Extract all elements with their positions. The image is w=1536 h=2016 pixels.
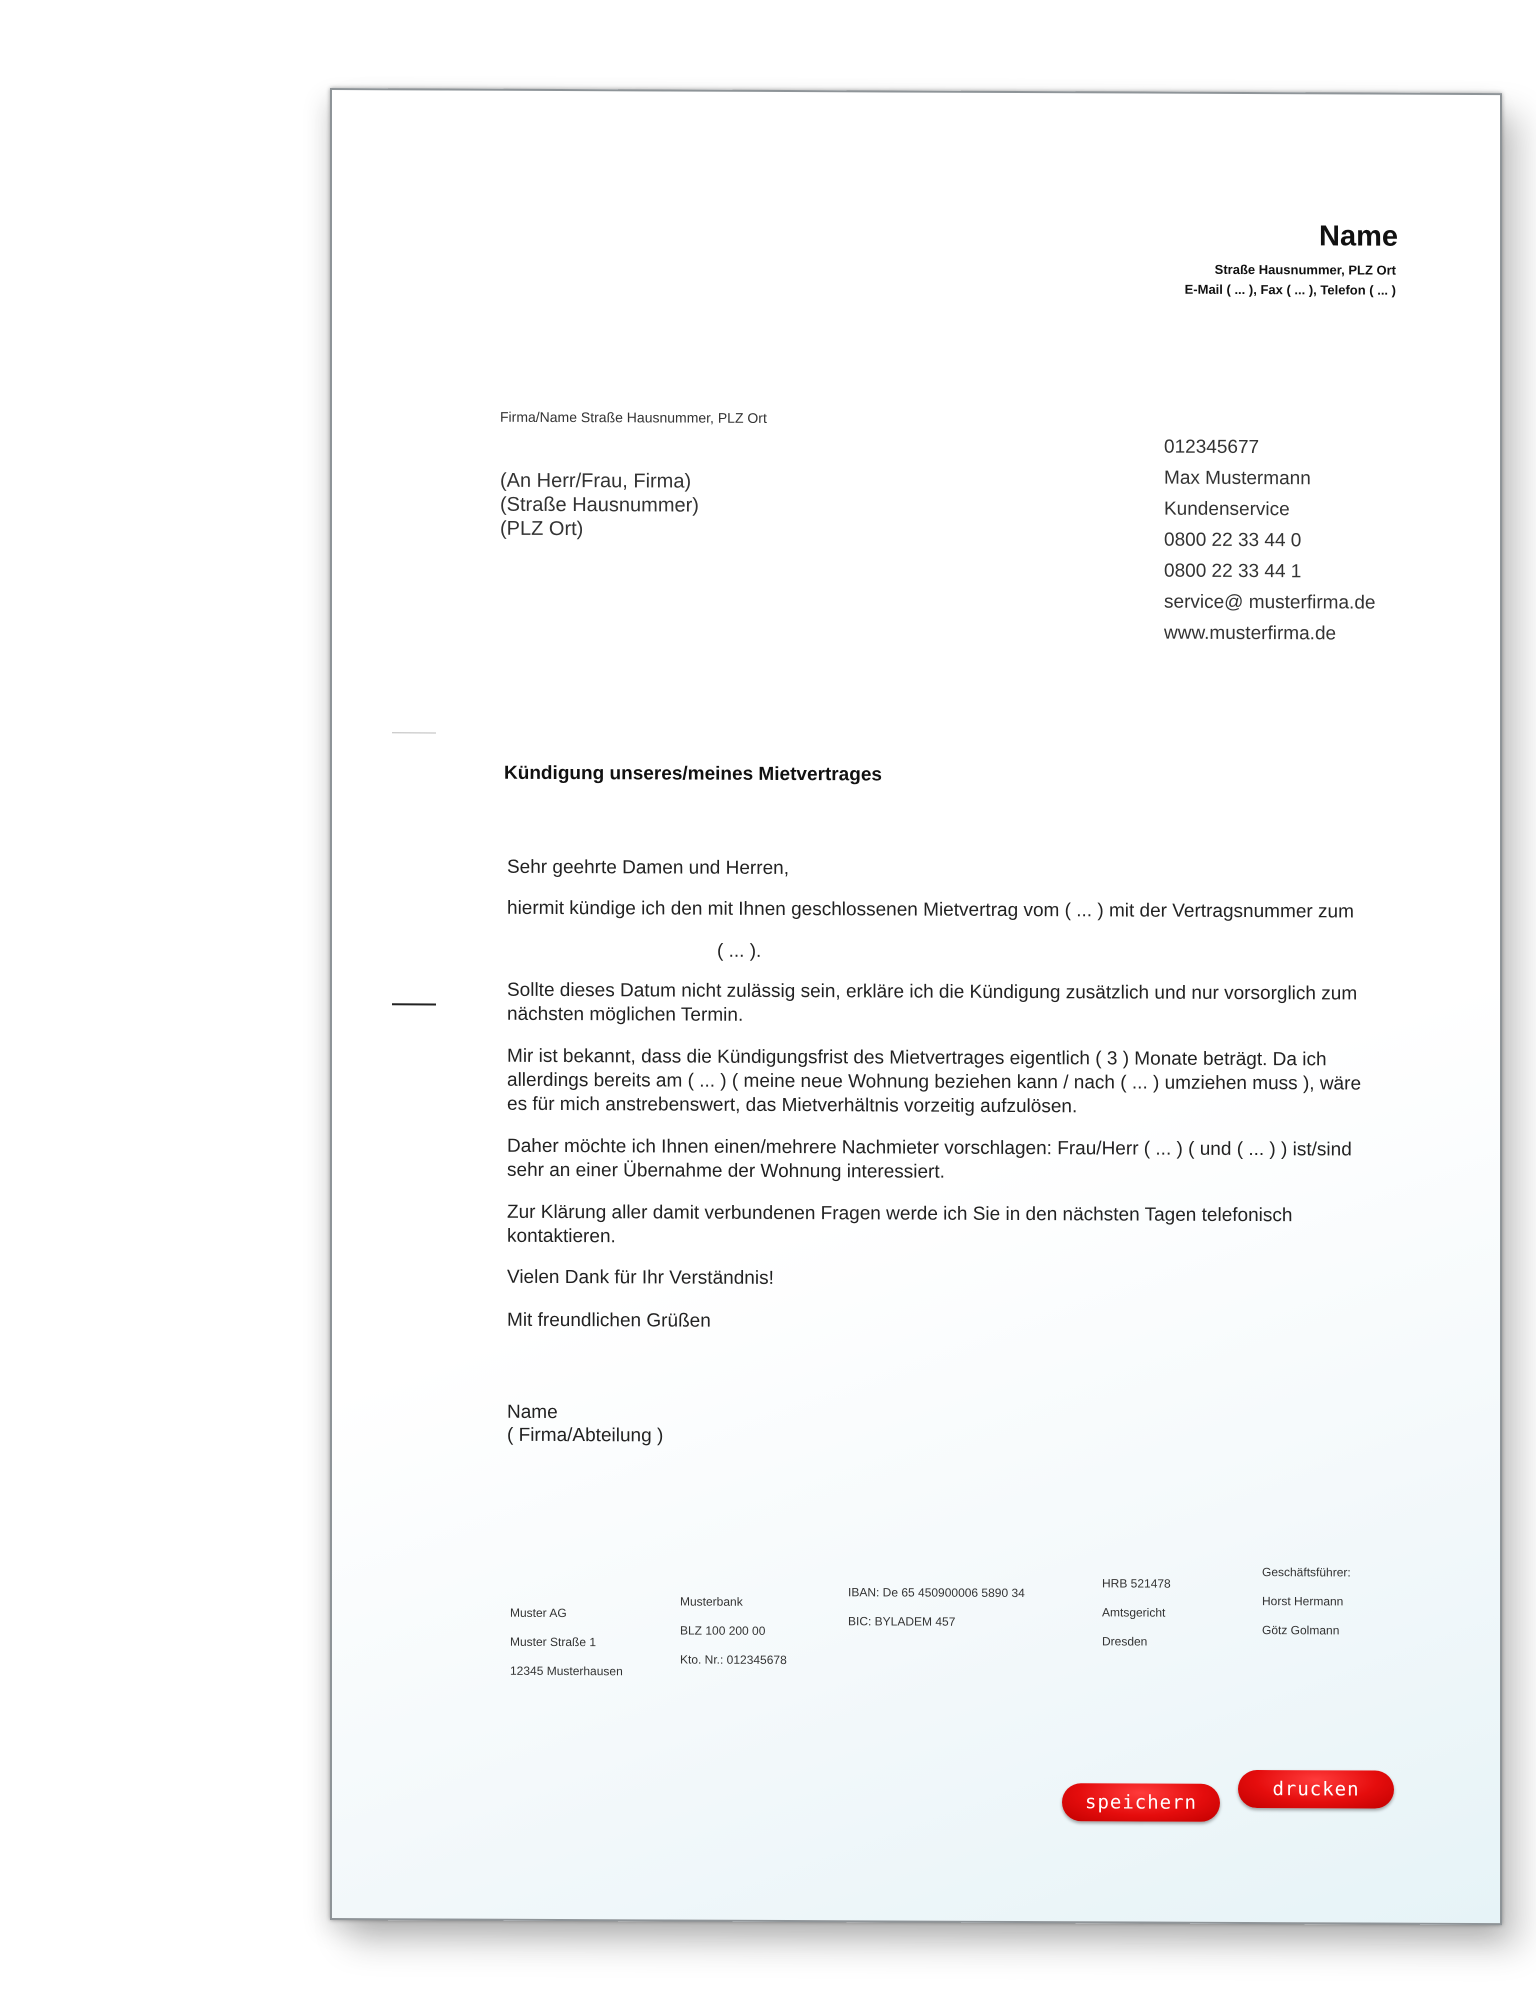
footer-bic: BIC: BYLADEM 457 xyxy=(848,1614,956,1629)
print-button[interactable]: drucken xyxy=(1238,1770,1394,1809)
contact-department: Kundenservice xyxy=(1164,498,1290,521)
paragraph-2: Sollte dieses Datum nicht zulässig sein, erkläre ich die Kündigung zusätzlich und nur vorsorglich zum nächsten möglichen Termin. xyxy=(507,979,1358,1026)
footer-company-street: Muster Straße 1 xyxy=(510,1634,597,1650)
fold-mark-top xyxy=(392,732,436,733)
closing-line: Mit freundlichen Grüßen xyxy=(507,1309,711,1332)
contact-website: www.musterfirma.de xyxy=(1164,622,1337,645)
footer-register-hrb: HRB 521478 xyxy=(1102,1576,1171,1591)
paragraph-3: Mir ist bekannt, dass die Kündigungsfrist des Mietvertrages eigentlich ( 3 ) Monate beträgt. Da ich allerdings bereits am ( ... ) ( meine neue Wohnung beziehen kann / nach ( ... ) umziehen muss ), wäre es für mich anstrebenswert, das Mietverhältnis vorzeitig aufzulösen. xyxy=(507,1045,1362,1118)
paragraph-1: hiermit kündige ich den mit Ihnen geschlossenen Mietvertrag vom ( ... ) mit der Vertragsnummer zum xyxy=(507,897,1354,923)
contact-fax: 0800 22 33 44 1 xyxy=(1164,560,1302,583)
letter-subject: Kündigung unseres/meines Mietvertrages xyxy=(504,762,882,786)
contact-block xyxy=(1164,432,1375,650)
footer-bank-blz: BLZ 100 200 00 xyxy=(680,1623,766,1638)
footer-manager-1: Horst Hermann xyxy=(1262,1594,1344,1609)
thanks-line: Vielen Dank für Ihr Verständnis! xyxy=(507,1266,774,1289)
sender-contact-line: E-Mail ( ... ), Fax ( ... ), Telefon ( ... ) xyxy=(1184,281,1396,298)
paragraph-1-date: ( ... ). xyxy=(717,940,762,962)
contact-email: service@ musterfirma.de xyxy=(1164,591,1376,614)
footer-register xyxy=(1102,1569,1171,1656)
footer-bank-name: Musterbank xyxy=(680,1594,743,1609)
sender-name: Name xyxy=(1319,220,1398,253)
footer-management xyxy=(1262,1558,1351,1645)
footer-register-court: Amtsgericht xyxy=(1102,1605,1166,1620)
fold-mark-middle xyxy=(392,1003,436,1005)
return-address: Firma/Name Straße Hausnummer, PLZ Ort xyxy=(500,408,767,426)
letter-document xyxy=(330,88,1502,1925)
contact-person: Max Mustermann xyxy=(1164,467,1311,490)
footer-manager-2: Götz Golmann xyxy=(1262,1623,1340,1638)
footer-bank-account: Kto. Nr.: 012345678 xyxy=(680,1652,787,1667)
signature-department: ( Firma/Abteilung ) xyxy=(507,1424,664,1447)
recipient-block xyxy=(500,469,699,542)
footer-register-city: Dresden xyxy=(1102,1634,1148,1649)
footer-iban-number: IBAN: De 65 450900006 5890 34 xyxy=(848,1585,1025,1601)
salutation: Sehr geehrte Damen und Herren, xyxy=(507,856,789,880)
recipient-line-1: (An Herr/Frau, Firma) xyxy=(500,469,692,493)
footer-management-title: Geschäftsführer: xyxy=(1262,1565,1351,1580)
recipient-line-2: (Straße Hausnummer) xyxy=(500,493,699,517)
customer-number: 012345677 xyxy=(1164,436,1260,459)
save-button[interactable]: speichern xyxy=(1062,1783,1220,1822)
footer-bank xyxy=(680,1588,787,1675)
paragraph-4: Daher möchte ich Ihnen einen/mehrere Nachmieter vorschlagen: Frau/Herr ( ... ) ( und ( ... ) ) ist/sind sehr an einer Übernahme der Wohnung interessiert. xyxy=(507,1135,1352,1183)
footer-company-city: 12345 Musterhausen xyxy=(510,1663,623,1679)
footer-company-name: Muster AG xyxy=(510,1605,567,1621)
sender-address: Straße Hausnummer, PLZ Ort xyxy=(1214,261,1396,278)
recipient-line-3: (PLZ Ort) xyxy=(500,517,584,541)
signature-name: Name xyxy=(507,1401,558,1423)
footer-iban xyxy=(848,1578,1025,1637)
footer-company xyxy=(510,1599,623,1686)
contact-phone: 0800 22 33 44 0 xyxy=(1164,529,1302,552)
paragraph-5: Zur Klärung aller damit verbundenen Fragen werde ich Sie in den nächsten Tagen telefonisch kontaktieren. xyxy=(507,1201,1293,1248)
